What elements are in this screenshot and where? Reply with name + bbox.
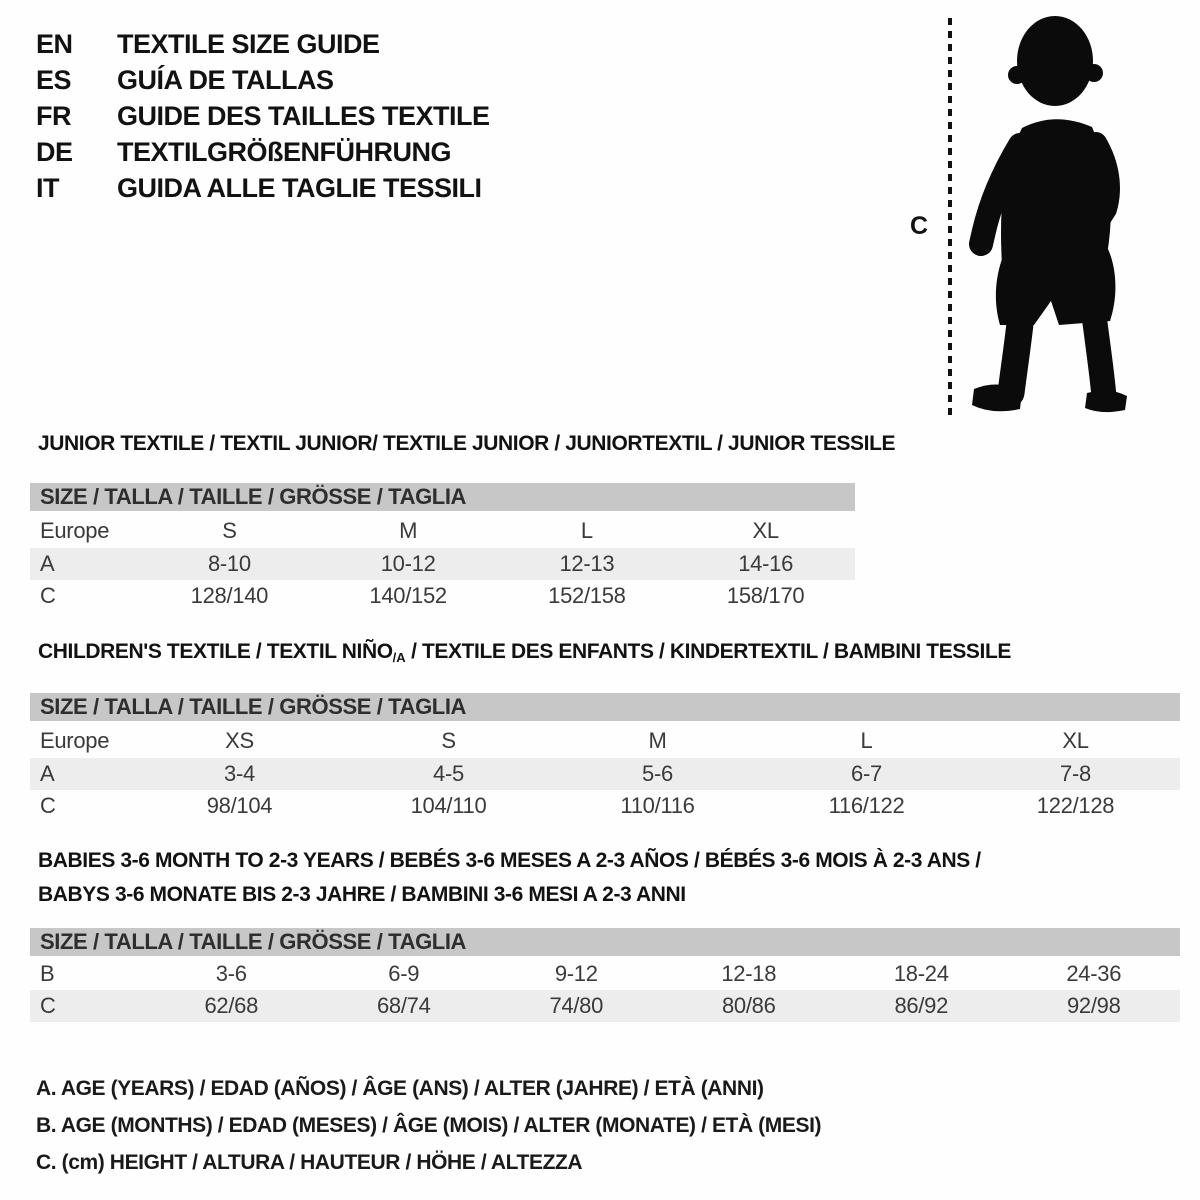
height-value-cell: 98/104 [206, 793, 273, 818]
age-value-cell: 3-4 [224, 761, 255, 786]
language-code: IT [36, 172, 59, 203]
height-value-cell: 158/170 [726, 583, 805, 608]
height-value-cell: 140/152 [369, 583, 447, 608]
children-section [30, 640, 1180, 822]
age-value-cell: 9-12 [554, 961, 598, 986]
babies-size-header-bar: SIZE / TALLA / TAILLE / GRÖSSE / TAGLIA [30, 928, 1180, 956]
babies-table [30, 958, 1180, 1022]
size-column-cell: L [860, 727, 873, 753]
age-value-cell: 5-6 [642, 761, 673, 786]
age-value-cell: 3-6 [215, 961, 247, 986]
guide-title-es: GUÍA DE TALLAS [117, 64, 334, 95]
children-heading-text: CHILDREN'S TEXTILE / TEXTIL NIÑO [38, 640, 393, 663]
children-size-header-bar: SIZE / TALLA / TAILLE / GRÖSSE / TAGLIA [30, 693, 1180, 721]
babies-section [30, 844, 1180, 1022]
language-code: ES [36, 64, 72, 95]
region-label-cell: Europe [40, 727, 110, 753]
guide-title-en: TEXTILE SIZE GUIDE [117, 28, 380, 59]
junior-section [30, 432, 896, 612]
guide-title-de: TEXTILGRÖßENFÜHRUNG [117, 136, 451, 167]
age-value-cell: 12-13 [559, 551, 615, 576]
legend-line-c: C. (cm) HEIGHT / ALTURA / HAUTEUR / HÖHE / ALTEZZA [36, 1151, 583, 1174]
height-value-cell: 122/128 [1036, 793, 1115, 818]
junior-age-row [30, 548, 855, 580]
measure-legend [36, 1070, 821, 1181]
height-value-cell: 128/140 [190, 583, 269, 608]
row-key-cell: C [40, 793, 56, 818]
row-key-cell: A [40, 761, 55, 786]
children-columns-row [30, 723, 1180, 758]
age-value-cell: 14-16 [738, 551, 794, 576]
babies-heading-line1: BABIES 3-6 MONTH TO 2-3 YEARS / BEBÉS 3-6 MESES A 2-3 AÑOS / BÉBÉS 3-6 MOIS À 2-3 ANS / [38, 849, 981, 872]
language-title-block [36, 26, 490, 206]
children-heading [38, 640, 1180, 670]
junior-table [30, 513, 855, 612]
size-column-cell: M [648, 727, 667, 753]
height-value-cell: 92/98 [1066, 993, 1121, 1018]
size-column-cell: S [222, 517, 237, 543]
height-value-cell: 74/80 [549, 993, 604, 1018]
size-column-cell: L [580, 517, 593, 543]
babies-heading [38, 844, 1180, 912]
height-value-cell: 80/86 [721, 993, 776, 1018]
height-dashed-line [948, 18, 952, 418]
size-column-cell: M [399, 517, 418, 543]
size-column-cell: S [441, 727, 456, 753]
height-value-cell: 116/122 [828, 793, 905, 818]
height-measure-label: C [910, 212, 929, 240]
language-row-en [36, 26, 490, 62]
language-row-de [36, 134, 490, 170]
row-key-cell: B [40, 961, 55, 986]
height-value-cell: 62/68 [204, 993, 259, 1018]
language-row-it [36, 170, 490, 206]
row-key-cell: C [40, 583, 56, 608]
language-code: FR [36, 100, 71, 131]
children-age-row [30, 758, 1180, 790]
height-value-cell: 86/92 [894, 993, 949, 1018]
legend-line-a: A. AGE (YEARS) / EDAD (AÑOS) / ÂGE (ANS) / ALTER (JAHRE) / ETÀ (ANNI) [36, 1077, 764, 1100]
toddler-silhouette-image [960, 13, 1132, 413]
age-value-cell: 24-36 [1066, 961, 1122, 986]
babies-heading-line2: BABYS 3-6 MONATE BIS 2-3 JAHRE / BAMBINI 3-6 MESI A 2-3 ANNI [38, 883, 686, 906]
children-height-row [30, 790, 1180, 822]
height-value-cell: 110/116 [620, 793, 695, 818]
age-value-cell: 7-8 [1060, 761, 1091, 786]
age-value-cell: 8-10 [207, 551, 251, 576]
junior-columns-row [30, 513, 855, 548]
children-heading-text: / TEXTILE DES ENFANTS / KINDERTEXTIL / BAMBINI TESSILE [405, 640, 1012, 663]
babies-height-row [30, 990, 1180, 1022]
height-value-cell: 68/74 [376, 993, 431, 1018]
legend-line-b: B. AGE (MONTHS) / EDAD (MESES) / ÂGE (MOIS) / ALTER (MONATE) / ETÀ (MESI) [36, 1114, 822, 1137]
children-table [30, 723, 1180, 822]
region-label-cell: Europe [40, 517, 110, 543]
age-value-cell: 18-24 [893, 961, 949, 986]
row-key-cell: C [40, 993, 56, 1018]
age-value-cell: 12-18 [721, 961, 777, 986]
guide-title-fr: GUIDE DES TAILLES TEXTILE [117, 100, 490, 131]
junior-height-row [30, 580, 855, 612]
age-value-cell: 10-12 [380, 551, 436, 576]
height-value-cell: 152/158 [548, 583, 626, 608]
size-column-cell: XL [1062, 727, 1089, 753]
language-code: DE [36, 136, 73, 167]
language-row-fr [36, 98, 490, 134]
size-column-cell: XL [752, 517, 779, 543]
children-heading-subscript: /A [392, 650, 406, 665]
size-column-cell: XS [225, 727, 254, 753]
row-key-cell: A [40, 551, 55, 576]
guide-title-it: GUIDA ALLE TAGLIE TESSILI [117, 172, 482, 203]
language-code: EN [36, 28, 73, 59]
age-value-cell: 6-9 [388, 961, 420, 986]
height-figure [900, 12, 1180, 424]
babies-age-row [30, 958, 1180, 990]
junior-heading: JUNIOR TEXTILE / TEXTIL JUNIOR/ TEXTILE JUNIOR / JUNIORTEXTIL / JUNIOR TESSILE [38, 432, 896, 455]
age-value-cell: 4-5 [433, 761, 464, 786]
age-value-cell: 6-7 [851, 761, 882, 786]
junior-size-header-bar: SIZE / TALLA / TAILLE / GRÖSSE / TAGLIA [30, 483, 855, 511]
height-value-cell: 104/110 [410, 793, 487, 818]
language-row-es [36, 62, 490, 98]
